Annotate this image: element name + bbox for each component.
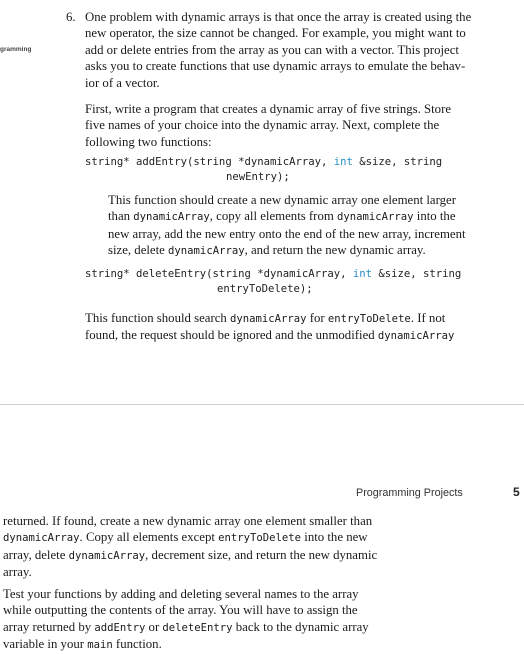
text-line: First, write a program that creates a dynamic array of five strings. Store	[85, 102, 452, 116]
inline-code: dynamicArray	[133, 211, 210, 224]
text-line: new array, add the new entry onto the end of the new array, increment	[108, 226, 466, 241]
inline-code: dynamicArray	[230, 313, 307, 325]
text-line: dynamicArray. Copy all elements except entryToDelete into the new	[3, 530, 368, 545]
inline-code: dynamicArray	[68, 549, 146, 562]
paragraph-testing	[3, 586, 427, 654]
text-line: size, delete dynamicArray, and return the new dynamic array.	[108, 243, 426, 258]
code-keyword: int	[352, 268, 373, 280]
text-line: This function should create a new dynamic array one element larger	[108, 193, 456, 207]
paragraph-intro	[85, 9, 509, 91]
margin-section-label: gramming	[0, 46, 32, 53]
inline-code: addEntry	[94, 621, 146, 634]
inline-code: dynamicArray	[3, 532, 80, 545]
code-add-entry	[85, 155, 442, 185]
text-line: ior of a vector.	[85, 75, 160, 90]
page-break-divider	[0, 404, 524, 405]
code-text: entryToDelete);	[217, 283, 313, 295]
text-line: add or delete entries from the array as you can with a vector. This project	[85, 42, 459, 57]
text-line: array, delete dynamicArray, decrement size, and return the new dynamic	[3, 547, 378, 562]
code-delete-entry	[85, 267, 461, 297]
code-text: string* addEntry(string *dynamicArray,	[85, 156, 334, 168]
running-head: Programming Projects	[356, 487, 463, 499]
text-line: asks you to create functions that use dynamic arrays to emulate the behav-	[85, 59, 466, 74]
text-line: five names of your choice into the dynamic array. Next, complete the	[85, 118, 440, 133]
page-number: 5	[513, 485, 520, 499]
inline-code: entryToDelete	[218, 532, 302, 545]
paragraph-delete-continued	[3, 513, 427, 581]
item-number: 6.	[66, 10, 76, 24]
text-line: new operator, the size cannot be changed. For example, you might want to	[85, 26, 466, 41]
text-line: One problem with dynamic arrays is that once the array is created using the	[85, 10, 472, 24]
code-keyword: int	[333, 156, 353, 168]
paragraph-add-entry-desc	[108, 192, 509, 260]
text-line: than dynamicArray, copy all elements from dynamicArray into the	[108, 209, 456, 224]
text-line: variable in your main function.	[3, 637, 162, 652]
paragraph-delete-entry-desc	[85, 310, 509, 345]
text-line: Test your functions by adding and deleting several names to the array	[3, 587, 359, 601]
inline-code: deleteEntry	[162, 621, 233, 634]
paragraph-instructions	[85, 101, 509, 150]
text-line: while outputting the contents of the array. You will have to assign the	[3, 603, 358, 618]
text-line: array returned by addEntry or deleteEntry back to the dynamic array	[3, 619, 369, 634]
code-text: &size, string	[372, 268, 462, 280]
code-text: newEntry);	[226, 171, 290, 183]
inline-code: main	[87, 639, 113, 652]
text-line: found, the request should be ignored and the unmodified dynamicArray	[85, 328, 455, 343]
text-line: returned. If found, create a new dynamic array one element smaller than	[3, 514, 373, 528]
inline-code: dynamicArray	[337, 211, 414, 224]
code-text: string* deleteEntry(string *dynamicArray,	[85, 268, 353, 280]
inline-code: dynamicArray	[168, 245, 245, 258]
text-line: This function should search dynamicArray for entryToDelete. If not	[85, 311, 446, 325]
code-text: &size, string	[352, 156, 443, 168]
text-line: following two functions:	[85, 134, 212, 149]
inline-code: entryToDelete	[327, 313, 411, 325]
text-line: array.	[3, 565, 32, 580]
inline-code: dynamicArray	[377, 330, 455, 343]
